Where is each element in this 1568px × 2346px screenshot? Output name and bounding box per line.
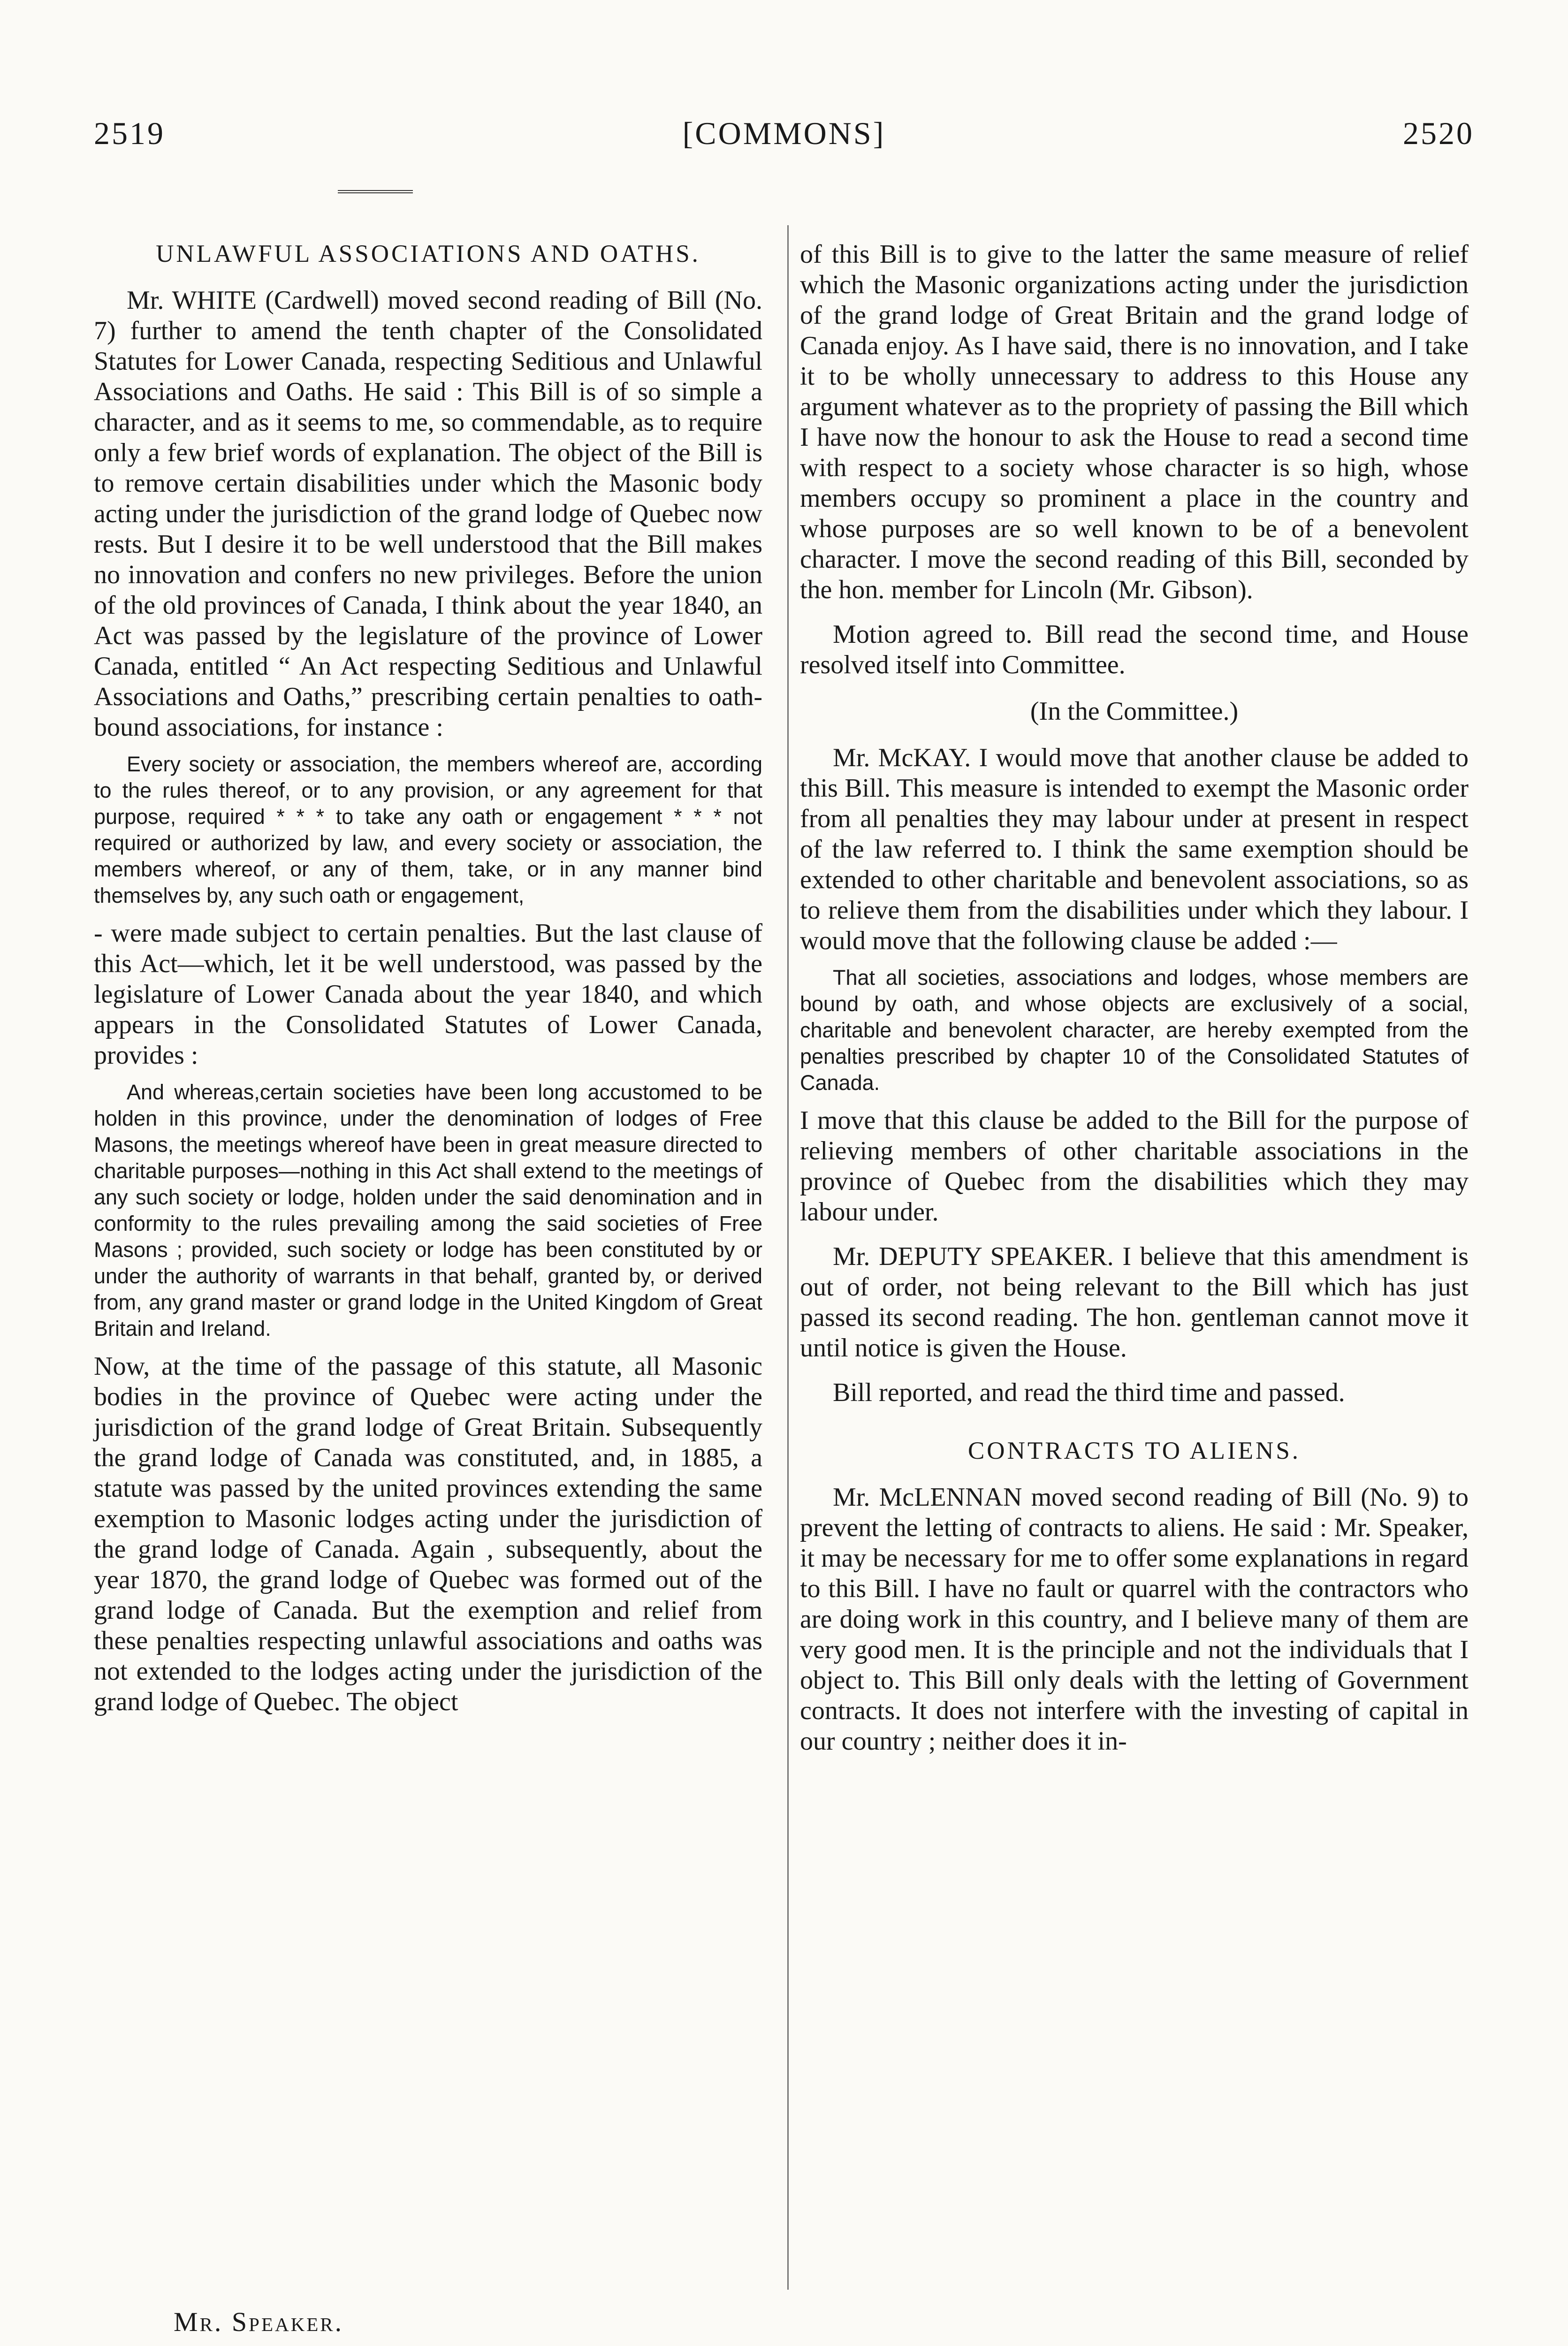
page-header — [94, 115, 1474, 171]
header-rule — [338, 190, 413, 196]
quoted-statute-2: And whereas,certain societies have been long accustomed to be holden in this province, under the denomination of lodges of Free Masons, the meetings whereof have been in great measure directed to charitable purposes—nothing in this Act shall extend to the meetings of any such society or lodge, holden under the said denomination and in conformity to the rules prevailing among the said societies of Free Masons ; provided, such society or lodge has been constituted by or under the authority of warrants in that behalf, granted by, or derived from, any grand master or grand lodge in the United Kingdom of Great Britain and Ireland. — [94, 1080, 762, 1341]
quoted-statute-1: Every society or association, the members whereof are, according to the rules thereof, or to any provision, or any agreement for that purpose, required * * * to take any oath or engagement * * * not required or authorized by law, and every society or association, the members whereof, or any of them, take, or in any manner bind themselves by, any such oath or engagement, — [94, 752, 762, 907]
paragraph-object-continued: of this Bill is to give to the latter the same measure of relief which the Masonic organizations acting under the jurisdiction of the grand lodge of Great Britain and the grand lodge of Canada enjoy. As I have said, there is no innovation, and I take it to be wholly unnecessary to address to this House any argument whatever as to the propriety of passing the Bill which I have now the honour to ask the House to read a second time with respect to a society whose character is so high, whose members occupy so prominent a place in the country and whose purposes are so well known to be of a benevolent character. I move the second reading of this Bill, seconded by the hon. member for Lincoln (Mr. Gibson). — [800, 240, 1469, 604]
left-column — [94, 239, 762, 1717]
column-divider — [787, 225, 789, 2290]
section-heading-contracts-to-aliens: CONTRACTS TO ALIENS. — [967, 1437, 1301, 1464]
catchword-footer: Mr. Speaker. — [174, 2307, 344, 2337]
quoted-clause: That all societies, associations and lodges, whose members are bound by oath, and whose objects are exclusively of a social, charitable and benevolent character, are hereby exempted from the penalties prescribed by chapter 10 of the Consolidated Statutes of Canada. — [800, 966, 1469, 1095]
running-title: [COMMONS] — [682, 115, 886, 151]
paragraph-motion-agreed: Motion agreed to. Bill read the second time, and House resolved itself into Committee. — [800, 620, 1469, 679]
paragraph-bill-reported: Bill reported, and read the third time and passed. — [833, 1378, 1345, 1407]
paragraph-penalties: - were made subject to certain penalties. But the last clause of this Act—which, let it be well understood, was passed by the legislature of Lower Canada about the year 1840, and which appears in the Consolidated Statutes of Lower Canada, provides : — [94, 919, 762, 1070]
page-number-left: 2519 — [94, 115, 165, 151]
committee-heading: (In the Committee.) — [1030, 697, 1239, 726]
paragraph-deputy-speaker: Mr. DEPUTY SPEAKER. I believe that this amendment is out of order, not being relevant to the Bill which has just passed its second reading. The hon. gentleman cannot move it until notice is given the House. — [800, 1242, 1469, 1363]
section-heading-unlawful-associations: UNLAWFUL ASSOCIATIONS AND OATHS. — [156, 240, 700, 267]
paragraph-white-motion: Mr. WHITE (Cardwell) moved second reading of Bill (No. 7) further to amend the tenth chapter of the Consolidated Statutes for Lower Canada, respecting Seditious and Unlawful Associations and Oaths. He said : This Bill is of so simple a character, and as it seems to me, so commendable, as to require only a few brief words of explanation. The object of the Bill is to remove certain disabilities under which the Masonic body acting under the jurisdiction of the grand lodge of Quebec now rests. But I desire it to be well understood that the Bill makes no innovation and confers no new privileges. Before the union of the old provinces of Canada, I think about the year 1840, an Act was passed by the legislature of the province of Lower Canada, entitled “ An Act respecting Seditious and Unlawful Associations and Oaths,” prescribing certain penalties to oath-bound associations, for instance : — [94, 286, 762, 742]
page-number-right: 2520 — [1403, 115, 1474, 151]
paragraph-mckay: Mr. McKAY. I would move that another clause be added to this Bill. This measure is intended to exempt the Masonic order from all penalties they may labour under at present in respect of the law referred to. I think the same exemption should be extended to other charitable and benevolent associations, so as to relieve them from the disabilities under which they labour. I would move that the following clause be added :— — [800, 743, 1469, 955]
paragraph-mclennan: Mr. McLENNAN moved second reading of Bill (No. 9) to prevent the letting of contracts to aliens. He said : Mr. Speaker, it may be necessary for me to offer some explanations in regard to this Bill. I have no fault or quarrel with the contractors who are doing work in this country, and I believe many of them are very good men. It is the principle and not the individuals that I object to. This Bill only deals with the letting of Government contracts. It does not interfere with the investing of capital in our country ; neither does it in- — [800, 1483, 1469, 1756]
right-column — [800, 239, 1469, 1757]
paragraph-history: Now, at the time of the passage of this statute, all Masonic bodies in the province of Quebec were acting under the jurisdiction of the grand lodge of Great Britain. Subsequently the grand lodge of Canada was constituted, and, in 1885, a statute was passed by the united provinces extending the same exemption to Masonic lodges acting under the jurisdiction of the grand lodge of Canada. Again , subsequently, about the year 1870, the grand lodge of Quebec was formed out of the grand lodge of Canada. But the exemption and relief from these penalties respecting unlawful associations and oaths was not extended to the lodges acting under the jurisdiction of the grand lodge of Quebec. The object — [94, 1352, 762, 1716]
paragraph-mckay-continued: I move that this clause be added to the Bill for the purpose of relieving members of other charitable associations in the province of Quebec from the disabilities which they may labour under. — [800, 1106, 1469, 1226]
